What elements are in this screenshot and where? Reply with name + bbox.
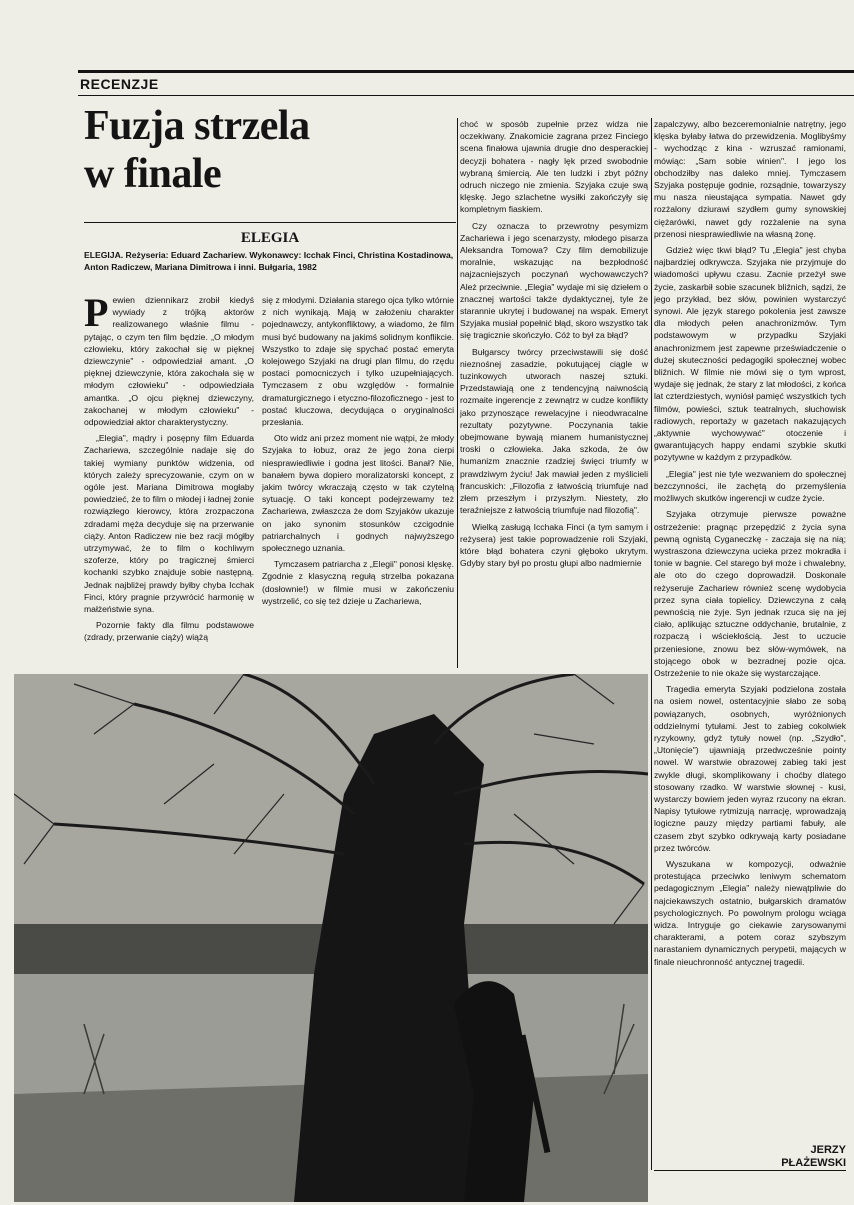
paragraph: Szyjaka otrzymuje pierwsze poważne ostrzeżenie: pragnąc przepędzić z życia syna pewną ognistą Cyganeczkę - zaczaja się na nią; wystraszona dziewczyna ucieka przez mokradła i tonie w bagnie. Cel starego był może i chwalebny, ale oto do czego doprowadził. Doskonale reżyseruje Zachariew również scenę wydobycia przez syna ciała topielicy. Dziewczyna z całą pewnością nie żyje. Syn jednak rzuca się na jej ciało, aplikując sztuczne oddychanie, brutalnie, z rozpaczą i wściekłością. Jest to uczucie przeniesione, znowu bez słów-wymówek, na stojącego obok w bezradnej pozie ojca. Ostrzeżenie to nie okaże się wystarczające. (654, 509, 846, 678)
paragraph: Tymczasem patriarcha z „Elegii" ponosi klęskę. Zgodnie z klasyczną regułą strzelba pokazana (dosłownie!) w filmie musi w zakończeniu wystrzelić, co się też dzieje u Zachariewa, (262, 559, 454, 606)
column-divider (651, 118, 652, 1170)
film-still-photo (14, 674, 648, 1202)
author-byline (720, 1144, 846, 1170)
paragraph: Pozornie fakty dla filmu podstawowe (zdrady, przerwanie ciąży) wiążą (84, 620, 254, 643)
drop-cap: P (84, 294, 109, 335)
film-still-image-icon (14, 674, 648, 1202)
title-rule (84, 222, 456, 223)
paragraph: „Elegia" jest nie tyle wezwaniem do społecznej bezczynności, ile zachętą do przemyślenia możliwych skutków ingerencji w cudze życie. (654, 468, 846, 504)
section-rule (78, 95, 854, 96)
author-first-name: JERZY (810, 1144, 846, 1156)
film-credits: ELEGIJA. Reżyseria: Eduard Zachariew. Wykonawcy: Icchak Finci, Christina Kostadinowa, Anton Radiczew, Mariana Dimitrowa i inni. Bułgaria, 1982 (84, 250, 454, 272)
top-rule (78, 70, 854, 73)
paragraph: „Elegia", mądry i posępny film Eduarda Zachariewa, szczególnie nadaje się do takiej wymiany punktów widzenia, od których zależy sprecyzowanie, czym on w ogóle jest. Mariana Dimitrowa mogłaby powiedzieć, że to film o młodej i ładnej żonie rozwiązłego kierowcy, która zrozpaczona zdradami męża decyduje się na przerwanie ciąży. Anton Radiczew nie bez racji mógłby utrzymywać, że to film o kochliwym szoferze, który po tragicznej śmierci kochanki szybko znajduje sobie następną. Jednak najbliżej prawdy byłby chyba Icchak Finci, który pragnie przywrócić harmonię w małżeństwie syna. (84, 433, 254, 615)
author-last-name: PŁAŻEWSKI (781, 1157, 846, 1169)
section-label: RECENZJE (80, 76, 159, 92)
paragraph: Oto widz ani przez moment nie wątpi, że młody Szyjaka to łobuz, oraz że jego żona cierpi niesprawiedliwie i godna jest litości. Banał? Nie, banałem bywa dopiero moralizatorski koncept, z jakim twórcy wkraczają często w tak czytelną sytuację. O taki koncept podejrzewamy też Zachariewa, zwłaszcza że dom Szyjaków ukazuje on jako synonim stosunków czcigodnie patriarchalnych i godnych najwyższego społecznego uznania. (262, 433, 454, 554)
paragraph (84, 294, 254, 428)
article-column-a (84, 294, 254, 666)
article-title (84, 102, 454, 198)
paragraph: Gdzież więc tkwi błąd? Tu „Elegia" jest chyba najbardziej odkrywcza. Szyjaka nie przyjmuje do wiadomości upływu czasu. Zacnie przeżył swe życie, zaskarbił sobie szacunek bliźnich, sądzi, że jego przykład, bez słów, powinien wystarczyć synowi. Ale język starego pokolenia jest zawsze dla młodych pełen anachronizmów. Tym podstawowym w przypadku Szyjaki anachronizmem jest zapewne przeświadczenie o dużej skuteczności pedagogiki społecznej wobec bliźnich. W filmie nie mówi się o tym wprost, wydaje się jednak, że stary z lat młodości, z końca lat czterdziestych, wyniósł pamięć wszystkich tych filmów, powieści, sztuk teatralnych, słuchowisk radiowych, reportaży w gazetach nakazujących „aktywnie wychowywać" otoczenie i gwarantujących happy endami szybkie skutki pozytywne w każdym z przypadków. (654, 245, 846, 463)
paragraph: Wyszukana w kompozycji, odważnie protestująca przeciwko leniwym schematom pedagogicznym „Elegia" należy niewątpliwie do najciekawszych ostatnio, bułgarskich dramatów psychologicznych. Po powolnym prologu wciąga widza. Intryguje go ciekawie zarysowanymi charakterami, a potem coraz szybszym narastaniem dynamicznych perypetii, mających w finale nieuchronność antycznej tragedii. (654, 858, 846, 967)
paragraph: się z młodymi. Działania starego ojca tylko wtórnie z nich wynikają. Mają w założeniu charakter pojednawczy, antykonfliktowy, a wiadomo, że film musi być budowany na jakimś solidnym konflikcie. Wszystko to zdaje się spychać postać emeryta kolejowego Szyjaki na drugi plan filmu, do rzędu postaci pomocniczych i tylko uzupełniających. Tymczasem z obu względów - formalnie dramaturgicznego i etyczno-filozoficznego - jest to postać kluczowa, decydująca o oryginalności przesłania. (262, 295, 454, 428)
article-column-c (460, 118, 648, 668)
article-column-b (262, 294, 454, 666)
paragraph: Bułgarscy twórcy przeciwstawili się dość nieznośnej zasadzie, pokutującej ciągle w tuzinkowych utworach naszej sztuki. Przedstawiają one z tendencyjną naiwnością rozmaite ingerencje z zewnątrz w cudze konflikty jako przynoszące rewelacyjne i nieodwracalne rezultaty pozytywne. Poczynania takie obejmowane bywają mianem humanistycznej troski o człowieka. Jaka szkoda, że ów humanizm znacznie rzadziej święci triumfy w prawdziwym życiu! Jak mawiał jeden z myślicieli francuskich: „Filozofia z łatwością triumfuje nad złem przeszłym i przyszłym. Niestety, zło teraźniejsze z łatwością triumfuje nad filozofią". (460, 346, 648, 516)
title-line-1: Fuzja strzela (84, 103, 310, 149)
column-divider (457, 118, 458, 668)
paragraph-text: ewien dziennikarz zrobił kiedyś wywiady z trójką aktorów realizowanego właśnie filmu - pytając, o czym ten film będzie. „O młodym człowieku, który zakochał się w pięknej dziewczynie" - odpowiedział amant. „O pięknej dziewczynie, która zakochała się w młodym człowieku" - odpowiedziała amantka. „O ojcu pięknej dziewczyny, zakochanej w młodym człowieku" - odpowiedział aktor charakterystyczny. (84, 295, 254, 428)
paragraph: Czy oznacza to przewrotny pesymizm Zachariewa i jego scenarzysty, młodego pisarza Aleksandra Tomowa? Czy film demobilizuje moralnie, wskazując na bezpłodność najzacniejszych poczynań wychowawczych? Ależ przeciwnie. „Elegia" wydaje mi się dziełem o znacznej wartości także dydaktycznej, tyle że starannie ukrytej i budowanej na wspak. Emeryt Szyjaka musiał popełnić błąd, skoro wszystko tak się tragicznie skończyło. Cóż to był za błąd? (460, 220, 648, 341)
article-column-d (654, 118, 846, 1130)
bottom-rule (654, 1170, 846, 1171)
title-line-2: w finale (84, 151, 222, 197)
paragraph: zapalczywy, albo bezceremonialnie natrętny, jego klęska byłaby łatwa do przewidzenia. Moglibyśmy - wychodząc z kina - wzruszać ramionami, mówiąc: „Sam sobie winien". I jego los obchodziłby nas daleko mniej. Tymczasem Szyjaka postępuje godnie, rozsądnie, towarzyszy mu nasza nieustająca sympatia. Nawet gdy rozżalony dziurawi szydłem gumy synowskiej ciężarówki, nawet gdy rozżalenie na syna przenosi niesprawiedliwie na własną żonę. (654, 119, 846, 239)
paragraph: Wielką zasługą Icchaka Finci (a tym samym i reżysera) jest takie poprowadzenie roli Szyjaki, które błąd bohatera czyni głęboko ukrytym. Gdyby stary był po prostu głupi albo nadmiernie (460, 521, 648, 569)
film-title: ELEGIA (240, 230, 300, 246)
paragraph: Tragedia emeryta Szyjaki podzielona została na osiem nowel, ostentacyjnie słabo ze sobą powiązanych, osobnych, wyróżnionych oddzielnymi tytułami. Jest to zabieg cokolwiek ryzykowny, gdyż tytuły nowel (np. „Szydło", „Utonięcie") ujawniają przedwcześnie pointy nowel. W warstwie obrazowej zabieg taki jest zwykle długi, skomplikowany i choćby dlatego stosowany rzadko. W warstwie słownej - kusi, wystarczy bowiem jeden wyraz rzucony na ekran. Napisy tytułowe rytmizują narrację, wprowadzają logiczne pauzy między partiami fabuły, ale czasem zbyt szybko odkrywają karty posiadane przez twórców. (654, 684, 846, 853)
paragraph: choć w sposób zupełnie przez widza nie oczekiwany. Znakomicie zagrana przez Finciego scena finałowa ujawnia drugie dno desperackiej decyzji bohatera - nagły lęk przed swobodnie wybraną śmiercią. Ale ten ludzki i zbyt późny odruch niczego nie zmienia. Szyjaka czuje swą klęskę. Jego szlachetne wysiłki zakończyły się kompletnym fiaskiem. (460, 119, 648, 215)
